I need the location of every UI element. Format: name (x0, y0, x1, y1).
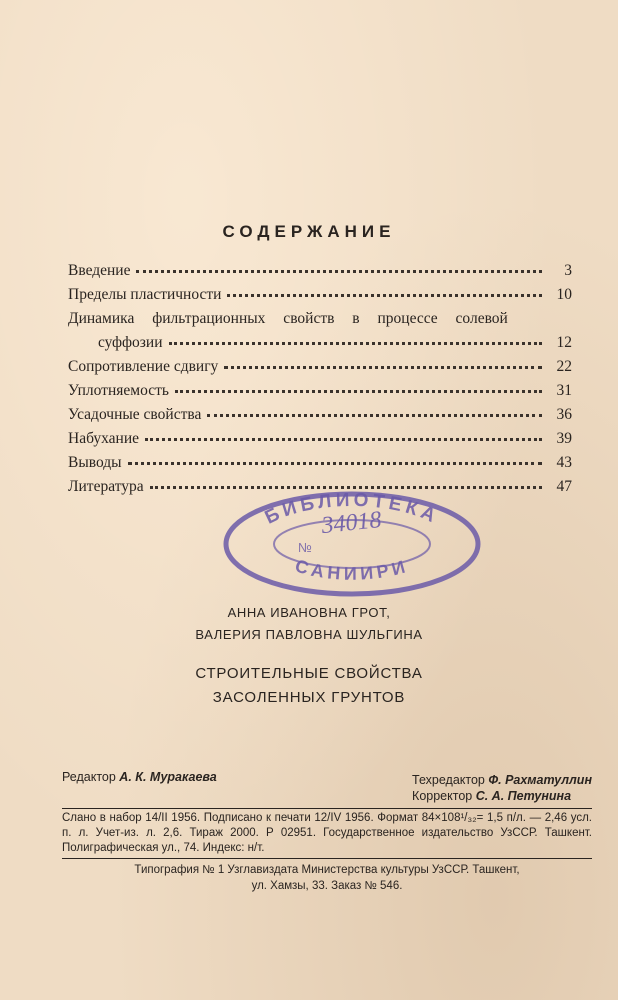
toc-entry-page: 47 (556, 478, 572, 495)
toc-leader-dots (224, 365, 542, 369)
toc-entry (68, 334, 572, 358)
book-title (0, 662, 618, 710)
toc-entry-page: 31 (556, 382, 572, 399)
toc-leader-dots (175, 389, 542, 393)
toc-entry-label: Уплотняемость (68, 382, 169, 399)
toc-leader-dots (136, 269, 542, 273)
corrector-label: Корректор (412, 789, 473, 803)
toc-entry-page: 12 (556, 334, 572, 351)
toc-leader-dots (128, 461, 542, 465)
printer-line-1: Типография № 1 Узглавиздата Министерства культуры УзССР. Ташкент, (134, 864, 520, 876)
tech-editor-credit (412, 772, 592, 788)
book-title-line-2: ЗАСОЛЕННЫХ ГРУНТОВ (212, 689, 406, 706)
toc-leader-dots (207, 413, 542, 417)
printer-line-2: ул. Хамзы, 33. Заказ № 546. (251, 880, 403, 892)
stamp-bottom-text: САНИИРИ (292, 555, 412, 584)
toc-entry (68, 406, 572, 430)
toc-entry-page: 3 (564, 262, 572, 279)
stamp-middle-text: № (298, 540, 312, 555)
toc-entry (68, 358, 572, 382)
toc-entry (68, 454, 572, 478)
toc-entry-label: Литература (68, 478, 144, 495)
author-2: ВАЛЕРИЯ ПАВЛОВНА ШУЛЬГИНА (195, 627, 423, 642)
toc-entry (68, 430, 572, 454)
toc-leader-dots (227, 293, 542, 297)
toc-leader-dots (169, 341, 543, 345)
toc-entry-page: 39 (556, 430, 572, 447)
stamp-handwritten-number: 34018 (320, 506, 383, 540)
table-of-contents (68, 262, 572, 502)
book-title-line-1: СТРОИТЕЛЬНЫЕ СВОЙСТВА (195, 665, 423, 682)
authors (0, 602, 618, 646)
toc-entry-label: Выводы (68, 454, 122, 471)
toc-title: СОДЕРЖАНИЕ (222, 222, 396, 241)
corrector-credit (412, 788, 592, 804)
toc-entry (68, 310, 572, 334)
tech-credits (412, 772, 592, 804)
toc-entry-label: Сопротивление сдвигу (68, 358, 219, 375)
tech-editor-label: Техредактор (412, 773, 485, 787)
author-1: АННА ИВАНОВНА ГРОТ, (227, 605, 391, 620)
library-stamp (222, 488, 482, 598)
imprint-block: Слано в набор 14/II 1956. Подписано к печати 12/IV 1956. Формат 84×108¹/₃₂= 1,5 п/л. — 2,46 усл. п. л. Учет-из. л. 2,6. Тираж 2000. Р 02951. Государственное издательство УзССР. Ташкент. Полиграфическая ул., 74. Индекс: н/т. (62, 808, 592, 859)
toc-entry-page: 10 (556, 286, 572, 303)
toc-entry-page: 22 (556, 358, 572, 375)
toc-entry-label: Динамика фильтрационных свойств в процессе солевой (68, 310, 508, 327)
editor-name: А. К. Муракаева (119, 770, 217, 784)
toc-entry (68, 382, 572, 406)
toc-entry-label: Пределы пластичности (68, 286, 222, 303)
printer-info (62, 862, 592, 894)
toc-entry-page: 43 (556, 454, 572, 471)
toc-leader-dots (145, 437, 542, 441)
corrector-name: С. А. Петунина (475, 789, 572, 803)
editor-label: Редактор (62, 770, 116, 784)
toc-entry-label: Усадочные свойства (68, 406, 202, 423)
stamp-top-text: БИБЛИОТЕКА (261, 489, 443, 529)
toc-entry (68, 286, 572, 310)
tech-editor-name: Ф. Рахматуллин (488, 773, 592, 787)
toc-entry-label: Набухание (68, 430, 140, 447)
toc-entry (68, 262, 572, 286)
toc-entry-label: суффозии (98, 334, 163, 351)
toc-entry-label: Введение (68, 262, 131, 279)
editor-credit (62, 770, 217, 784)
toc-entry-page: 36 (556, 406, 572, 423)
